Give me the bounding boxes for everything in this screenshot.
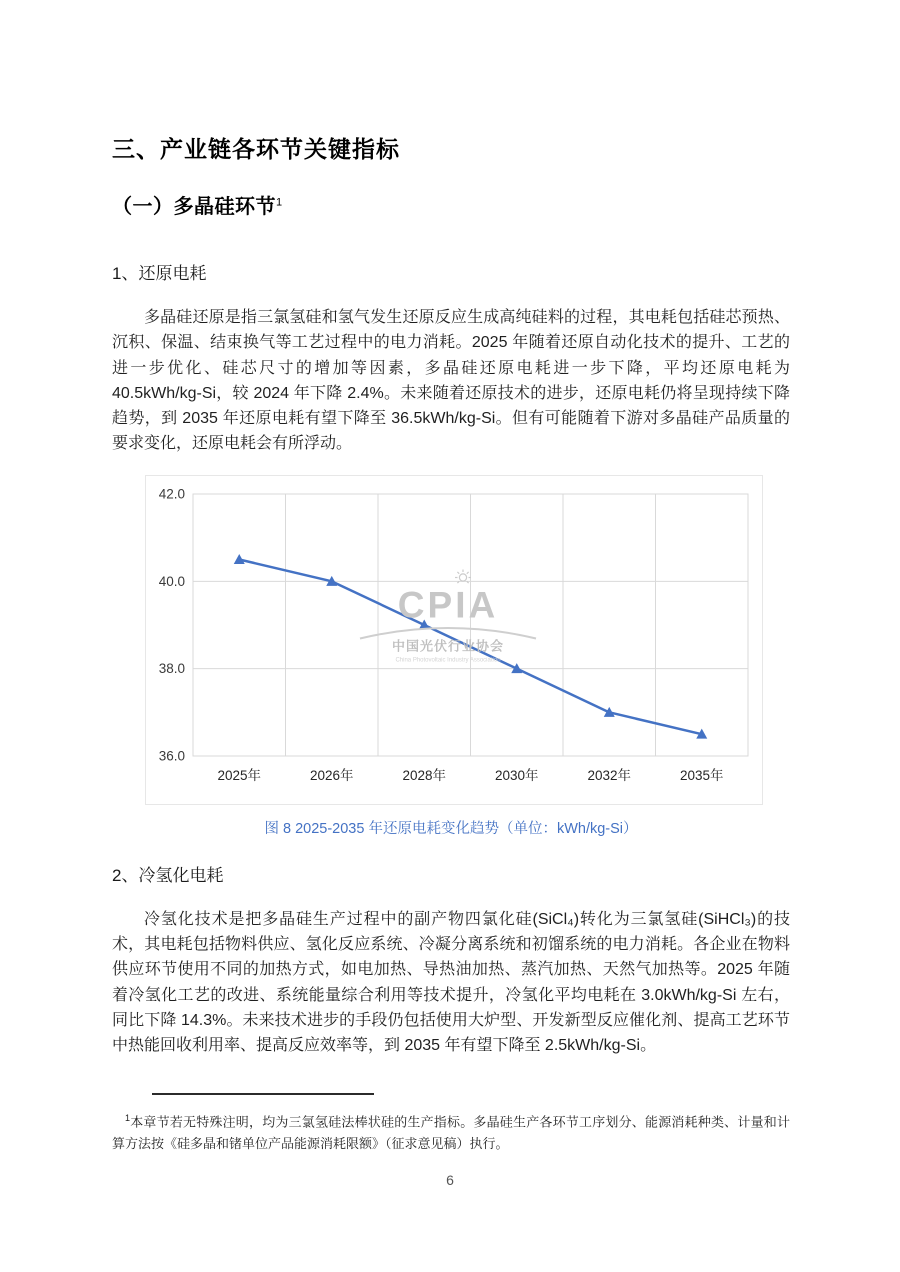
svg-text:36.0: 36.0 — [158, 748, 185, 764]
footnote-separator — [152, 1093, 374, 1095]
svg-text:38.0: 38.0 — [158, 660, 185, 676]
watermark-en-name: China Photovoltaic Industry Association — [395, 657, 501, 664]
footnote — [112, 1107, 790, 1155]
paragraph-reduction: 多晶硅还原是指三氯氢硅和氢气发生还原反应生成高纯硅料的过程，其电耗包括硅芯预热、沉积、保温、结束换气等工艺过程中的电力消耗。2025 年随着还原自动化技术的提升、工艺的进一步优化、硅芯尺寸的增加等因素，多晶硅还原电耗进一步下降，平均还原电耗为 40.5kWh/kg-Si，较 2024 年下降 2.4%。未来随着还原技术的进步，还原电耗仍将呈现持续下降趋势，到 2035 年还原电耗有望下降至 36.5kWh/kg-Si。但有可能随着下游对多晶硅产品质量的要求变化，还原电耗会有所浮动。 — [112, 309, 790, 453]
watermark-cn-name: 中国光伏行业协会 — [391, 638, 504, 654]
paragraph-hydrogenation: 冷氢化技术是把多晶硅生产过程中的副产物四氯化硅(SiCl₄)转化为三氯氢硅(SiHCl₃)的技术，其电耗包括物料供应、氢化反应系统、冷凝分离系统和初馏系统的电力消耗。各企业在物料供应环节使用不同的加热方式，如电加热、导热油加热、蒸汽加热、天然气加热等。2025 年随着冷氢化工艺的改进、系统能量综合利用等技术提升，冷氢化平均电耗在 3.0kWh/kg-Si 左右，同比下降 14.3%。未来技术进步的手段仍包括使用大炉型、开发新型反应催化剂、提高工艺环节中热能回收利用率、提高反应效率等，到 2035 年有望下降至 2.5kWh/kg-Si。 — [112, 910, 790, 1055]
svg-text:42.0: 42.0 — [158, 486, 185, 502]
subsection-heading-text: （一）多晶硅环节 — [112, 196, 276, 218]
svg-text:2028年: 2028年 — [402, 767, 447, 783]
svg-text:2035年: 2035年 — [679, 767, 724, 783]
footnote-ref-marker: 1 — [276, 196, 283, 209]
item1-heading: 1、还原电耗 — [112, 264, 207, 283]
svg-text:2026年: 2026年 — [309, 767, 354, 783]
line-chart-canvas — [146, 476, 764, 806]
watermark-acronym: CPIA — [397, 584, 499, 626]
svg-text:2030年: 2030年 — [494, 767, 539, 783]
subsection-heading — [112, 190, 790, 219]
item2-heading: 2、冷氢化电耗 — [112, 865, 224, 885]
line-chart — [145, 475, 763, 805]
footnote-text: 本章节若无特殊注明，均为三氯氢硅法棒状硅的生产指标。多晶硅生产各环节工序划分、能源消耗种类、计量和计算方法按《硅多晶和锗单位产品能源消耗限额》（征求意见稿）执行。 — [112, 1113, 790, 1151]
footnote-ref: 1 — [125, 1112, 131, 1123]
chart-caption: 图 8 2025-2035 年还原电耗变化趋势（单位：kWh/kg-Si） — [264, 820, 638, 837]
svg-text:40.0: 40.0 — [158, 573, 185, 589]
page-number: 6 — [446, 1172, 454, 1188]
svg-text:2025年: 2025年 — [217, 767, 262, 783]
svg-text:2032年: 2032年 — [587, 767, 632, 783]
chart-figure — [112, 475, 790, 838]
section-heading: 三、产业链各环节关键指标 — [112, 136, 400, 162]
